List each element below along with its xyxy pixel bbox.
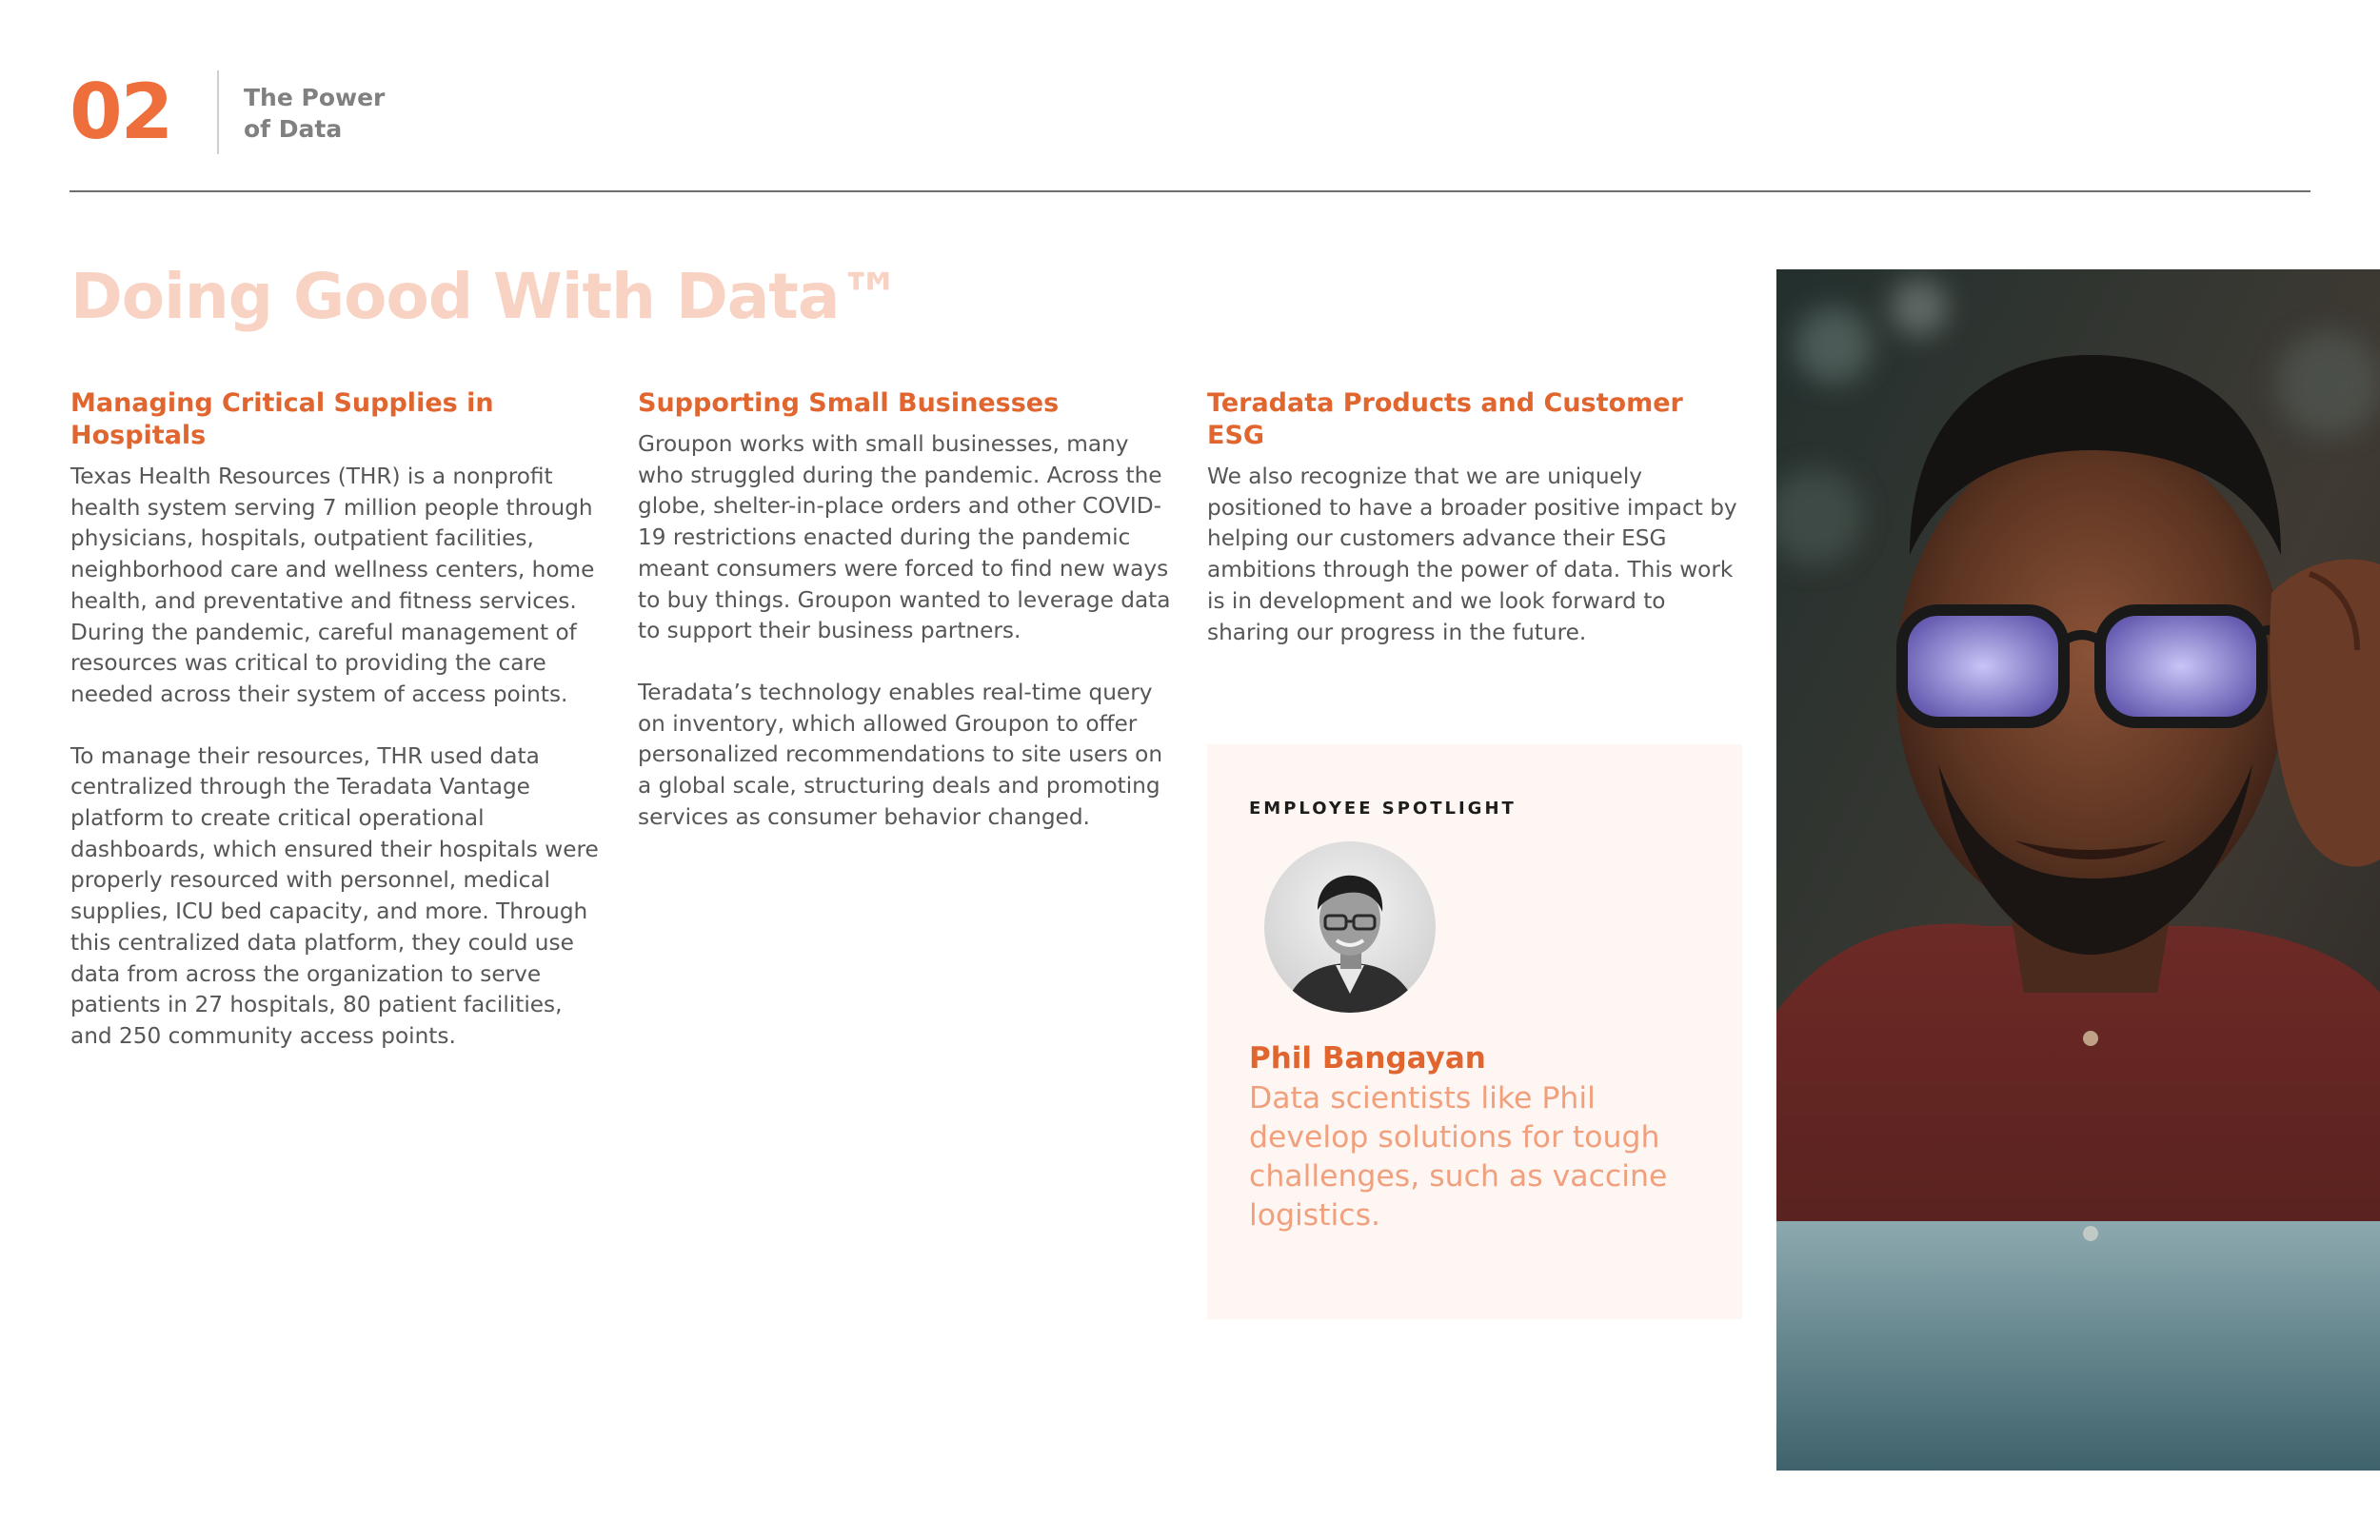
page-title: Doing Good With Data™	[70, 260, 902, 333]
man-with-glasses-photo-icon	[1776, 269, 2380, 1471]
section-title-line-2: of Data	[244, 115, 343, 143]
column-paragraph: Teradata’s technology enables real-time query on inventory, which allowed Groupon to offer personalized recommendations to site users on a global scale, structuring deals and promoting services as consumer behavior changed.	[638, 679, 1163, 830]
column-heading: Supporting Small Businesses	[638, 388, 1060, 418]
avatar-portrait-icon	[1264, 841, 1436, 1013]
column-paragraph: Texas Health Resources (THR) is a nonprofit health system serving 7 million people through physicians, hospitals, outpatient facilities, neighborhood care and wellness centers, home health, and preventative and fitness services. During the pandemic, careful management of resources was critical to providing the care needed across their system of access points.	[70, 464, 595, 707]
column-paragraph: Groupon works with small businesses, many who struggled during the pandemic. Across the globe, shelter-in-place orders and other COVID-19 restrictions enacted during the pandemic meant consumers were forced to find new ways to buy things. Groupon wanted to leverage data to support their business partners.	[638, 431, 1171, 644]
column-customer-esg	[1207, 387, 1740, 679]
column-small-businesses	[638, 387, 1171, 863]
section-title-line-1: The Power	[244, 84, 386, 111]
column-paragraph: To manage their resources, THR used data centralized through the Teradata Vantage platform to create critical operational dashboards, which ensured their hospitals were properly resourced with personnel, medical supplies, ICU bed capacity, and more. Through this centralized data platform, they could use data from across the organization to serve patients in 27 hospitals, 80 patient facilities, and 250 community access points.	[70, 742, 599, 1049]
section-title	[244, 82, 385, 145]
hero-photo	[1776, 269, 2380, 1471]
column-heading: Teradata Products and Customer ESG	[1207, 388, 1683, 450]
header-vertical-divider	[217, 70, 219, 154]
employee-spotlight-card	[1207, 744, 1742, 1319]
column-heading: Managing Critical Supplies in Hospitals	[70, 388, 494, 450]
spotlight-name: Phil Bangayan	[1249, 1041, 1486, 1076]
column-paragraph: We also recognize that we are uniquely positioned to have a broader positive impact by helping our customers advance their ESG ambitions through the power of data. This work is in development and we look forward to sharing our progress in the future.	[1207, 464, 1737, 645]
spotlight-label: EMPLOYEE SPOTLIGHT	[1249, 799, 1517, 819]
avatar	[1264, 841, 1436, 1013]
column-critical-supplies	[70, 387, 604, 1083]
header-rule	[69, 190, 2311, 192]
section-number: 02	[69, 68, 172, 156]
spotlight-quote: Data scientists like Phil develop solutions for tough challenges, such as vaccine logistics.	[1249, 1081, 1668, 1233]
